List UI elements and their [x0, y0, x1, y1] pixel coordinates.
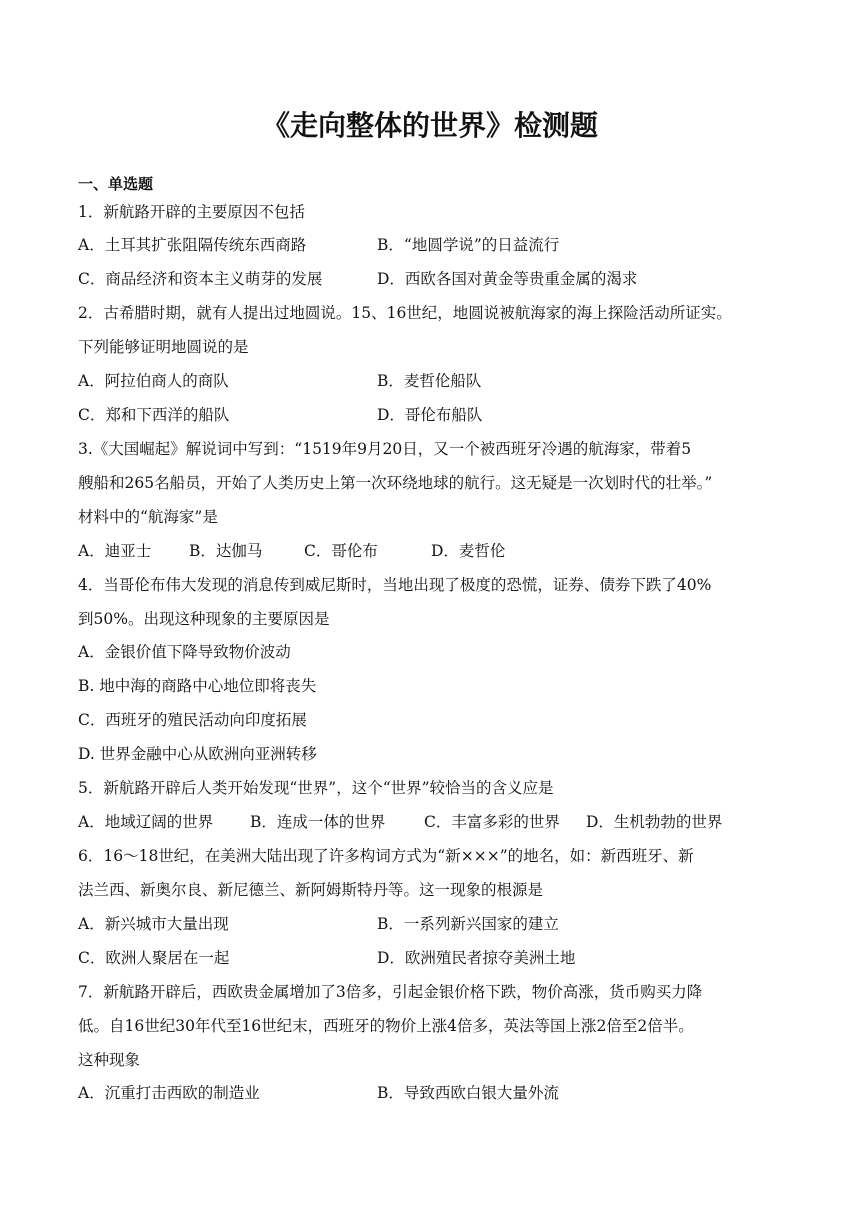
question-7-stem-line-1: 7．新航路开辟后，西欧贵金属增加了3倍多，引起金银价格下跌，物价高涨，货币购买力降 — [78, 983, 703, 1001]
question-6-option-a: A．新兴城市大量出现 — [78, 915, 229, 933]
question-1-option-b: B．“地圆学说”的日益流行 — [377, 236, 560, 254]
question-1-option-c: C．商品经济和资本主义萌芽的发展 — [78, 270, 323, 288]
question-3-option-c: C．哥伦布 — [304, 542, 378, 560]
question-2-stem-line-2: 下列能够证明地圆说的是 — [78, 338, 249, 356]
question-2-stem-line-1: 2．古希腊时期，就有人提出过地圆说。15、16世纪，地圆说被航海家的海上探险活动所证实。 — [78, 304, 732, 322]
question-1-stem: 1．新航路开辟的主要原因不包括 — [78, 203, 305, 221]
question-3-option-b: B．达伽马 — [189, 542, 263, 560]
question-4-stem-line-2: 到50%。出现这种现象的主要原因是 — [78, 610, 330, 628]
question-1-option-a: A．土耳其扩张阻隔传统东西商路 — [78, 236, 307, 254]
question-4-option-a: A．金银价值下降导致物价波动 — [78, 643, 291, 661]
question-3-stem-line-3: 材料中的“航海家”是 — [78, 508, 218, 526]
question-5-option-b: B．连成一体的世界 — [250, 813, 386, 831]
question-5-option-a: A．地域辽阔的世界 — [78, 813, 214, 831]
question-5-option-d: D．生机勃勃的世界 — [586, 813, 723, 831]
question-3-option-a: A．迪亚士 — [78, 542, 152, 560]
question-7-option-b: B．导致西欧白银大量外流 — [377, 1084, 559, 1102]
question-7-stem-line-3: 这种现象 — [78, 1051, 141, 1069]
question-1-option-d: D．西欧各国对黄金等贵重金属的渴求 — [377, 270, 638, 288]
question-2-option-a: A．阿拉伯商人的商队 — [78, 372, 229, 390]
page-title: 《走向整体的世界》检测题 — [261, 109, 598, 142]
question-5-stem: 5．新航路开辟后人类开始发现“世界”，这个“世界”较恰当的含义应是 — [78, 779, 554, 797]
question-2-option-d: D．哥伦布船队 — [377, 406, 483, 424]
question-7-option-a: A．沉重打击西欧的制造业 — [78, 1084, 260, 1102]
question-6-option-b: B．一系列新兴国家的建立 — [377, 915, 559, 933]
question-6-option-d: D．欧洲殖民者掠夺美洲土地 — [377, 949, 576, 967]
question-5-option-c: C．丰富多彩的世界 — [424, 813, 560, 831]
question-4-option-c: C．西班牙的殖民活动向印度拓展 — [78, 711, 307, 729]
question-2-option-b: B．麦哲伦船队 — [377, 372, 482, 390]
question-4-option-d: D. 世界金融中心从欧洲向亚洲转移 — [78, 745, 317, 763]
question-2-option-c: C．郑和下西洋的船队 — [78, 406, 230, 424]
question-6-stem-line-1: 6．16～18世纪，在美洲大陆出现了许多构词方式为“新×××”的地名，如：新西班牙、新 — [78, 847, 694, 865]
question-4-option-b: B. 地中海的商路中心地位即将丧失 — [78, 677, 317, 695]
section-heading: 一、单选题 — [78, 175, 154, 193]
question-3-stem-line-2: 艘船和265名船员，开始了人类历史上第一次环绕地球的航行。这无疑是一次划时代的壮举。” — [78, 474, 713, 492]
question-6-stem-line-2: 法兰西、新奥尔良、新尼德兰、新阿姆斯特丹等。这一现象的根源是 — [78, 881, 544, 899]
question-3-stem-line-1: 3.《大国崛起》解说词中写到：“1519年9月20日，又一个被西班牙冷遇的航海家，带着5 — [78, 440, 692, 458]
question-7-stem-line-2: 低。自16世纪30年代至16世纪末，西班牙的物价上涨4倍多，英法等国上涨2倍至2倍半。 — [78, 1017, 694, 1035]
question-3-option-d: D．麦哲伦 — [431, 542, 506, 560]
question-4-stem-line-1: 4．当哥伦布伟大发现的消息传到威尼斯时，当地出现了极度的恐慌，证券、债券下跌了40% — [78, 576, 712, 594]
question-6-option-c: C．欧洲人聚居在一起 — [78, 949, 230, 967]
